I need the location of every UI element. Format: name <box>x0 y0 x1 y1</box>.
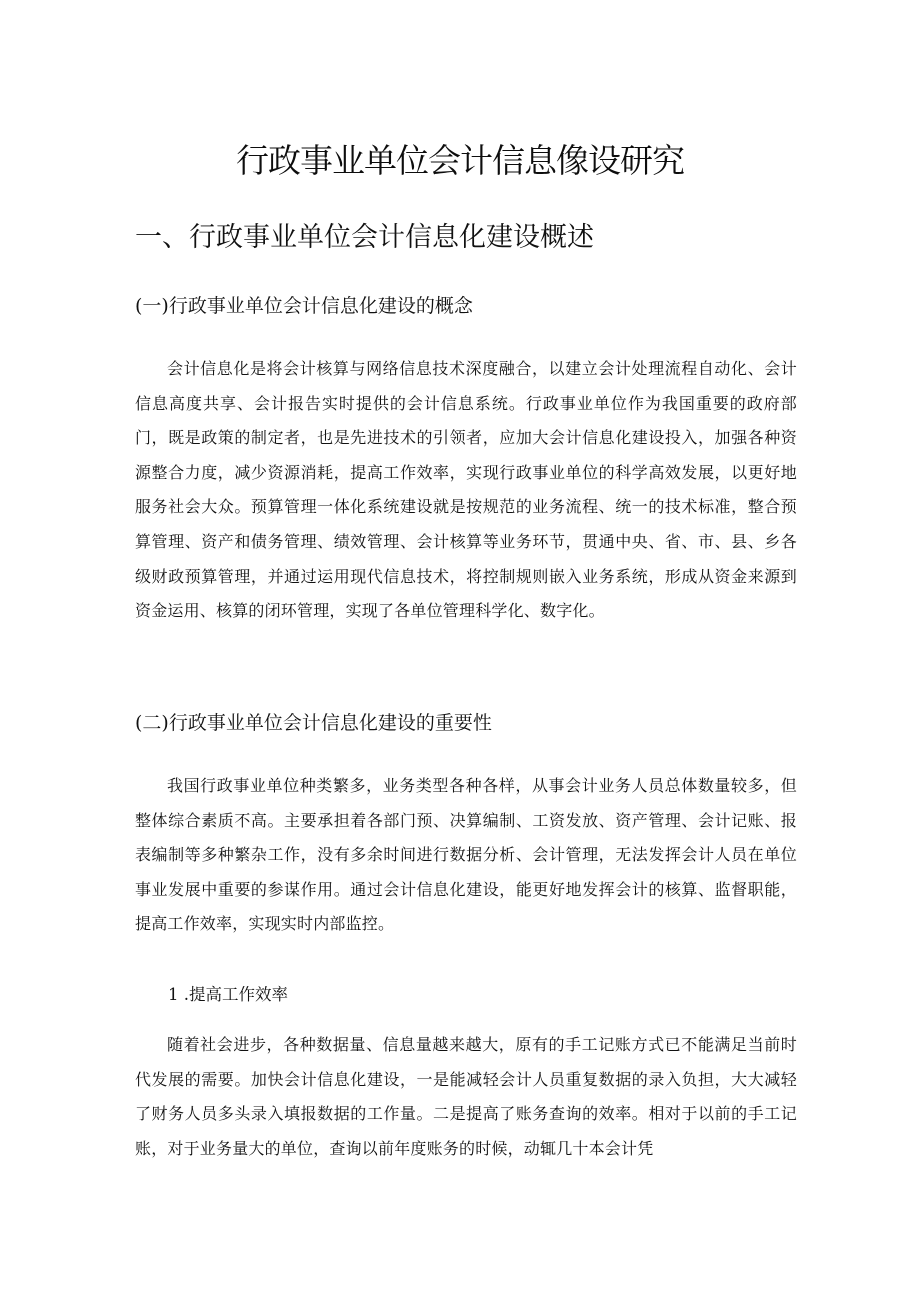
subsection-heading-concept: (一)行政事业单位会计信息化建设的概念 <box>135 295 473 317</box>
paragraph-efficiency: 随着社会进步，各种数据量、信息量越来越大，原有的手工记账方式已不能满足当前时代发展的需要。加快会计信息化建设，一是能减轻会计人员重复数据的录入负担，大大减轻了财务人员多头录入填报数据的工作量。二是提高了账务查询的效率。相对于以前的手工记账，对于业务量大的单位，查询以前年度账务的时候，动辄几十本会计凭 <box>135 1035 797 1158</box>
paragraph-concept: 会计信息化是将会计核算与网络信息技术深度融合，以建立会计处理流程自动化、会计信息高度共享、会计报告实时提供的会计信息系统。行政事业单位作为我国重要的政府部门，既是政策的制定者，也是先进技术的引领者，应加大会计信息化建设投入，加强各种资源整合力度，减少资源消耗，提高工作效率，实现行政事业单位的科学高效发展，以更好地服务社会大众。预算管理一体化系统建设就是按规范的业务流程、统一的技术标准，整合预算管理、资产和债务管理、绩效管理、会计核算等业务环节，贯通中央、省、市、县、乡各级财政预算管理，并通过运用现代信息技术，将控制规则嵌入业务系统，形成从资金来源到资金运用、核算的闭环管理，实现了各单位管理科学化、数字化。 <box>135 359 797 621</box>
item-heading-efficiency: 1 .提高工作效率 <box>168 985 288 1004</box>
section-heading-1: 一、行政事业单位会计信息化建设概述 <box>135 222 594 253</box>
document-title: 行政事业单位会计信息像设研究 <box>236 141 684 180</box>
paragraph-importance: 我国行政事业单位种类繁多，业务类型各种各样，从事会计业务人员总体数量较多，但整体综合素质不高。主要承担着各部门预、决算编制、工资发放、资产管理、会计记账、报表编制等多种繁杂工作，没有多余时间进行数据分析、会计管理，无法发挥会计人员在单位事业发展中重要的参谋作用。通过会计信息化建设，能更好地发挥会计的核算、监督职能，提高工作效率，实现实时内部监控。 <box>135 776 797 934</box>
subsection-heading-importance: (二)行政事业单位会计信息化建设的重要性 <box>135 712 492 734</box>
